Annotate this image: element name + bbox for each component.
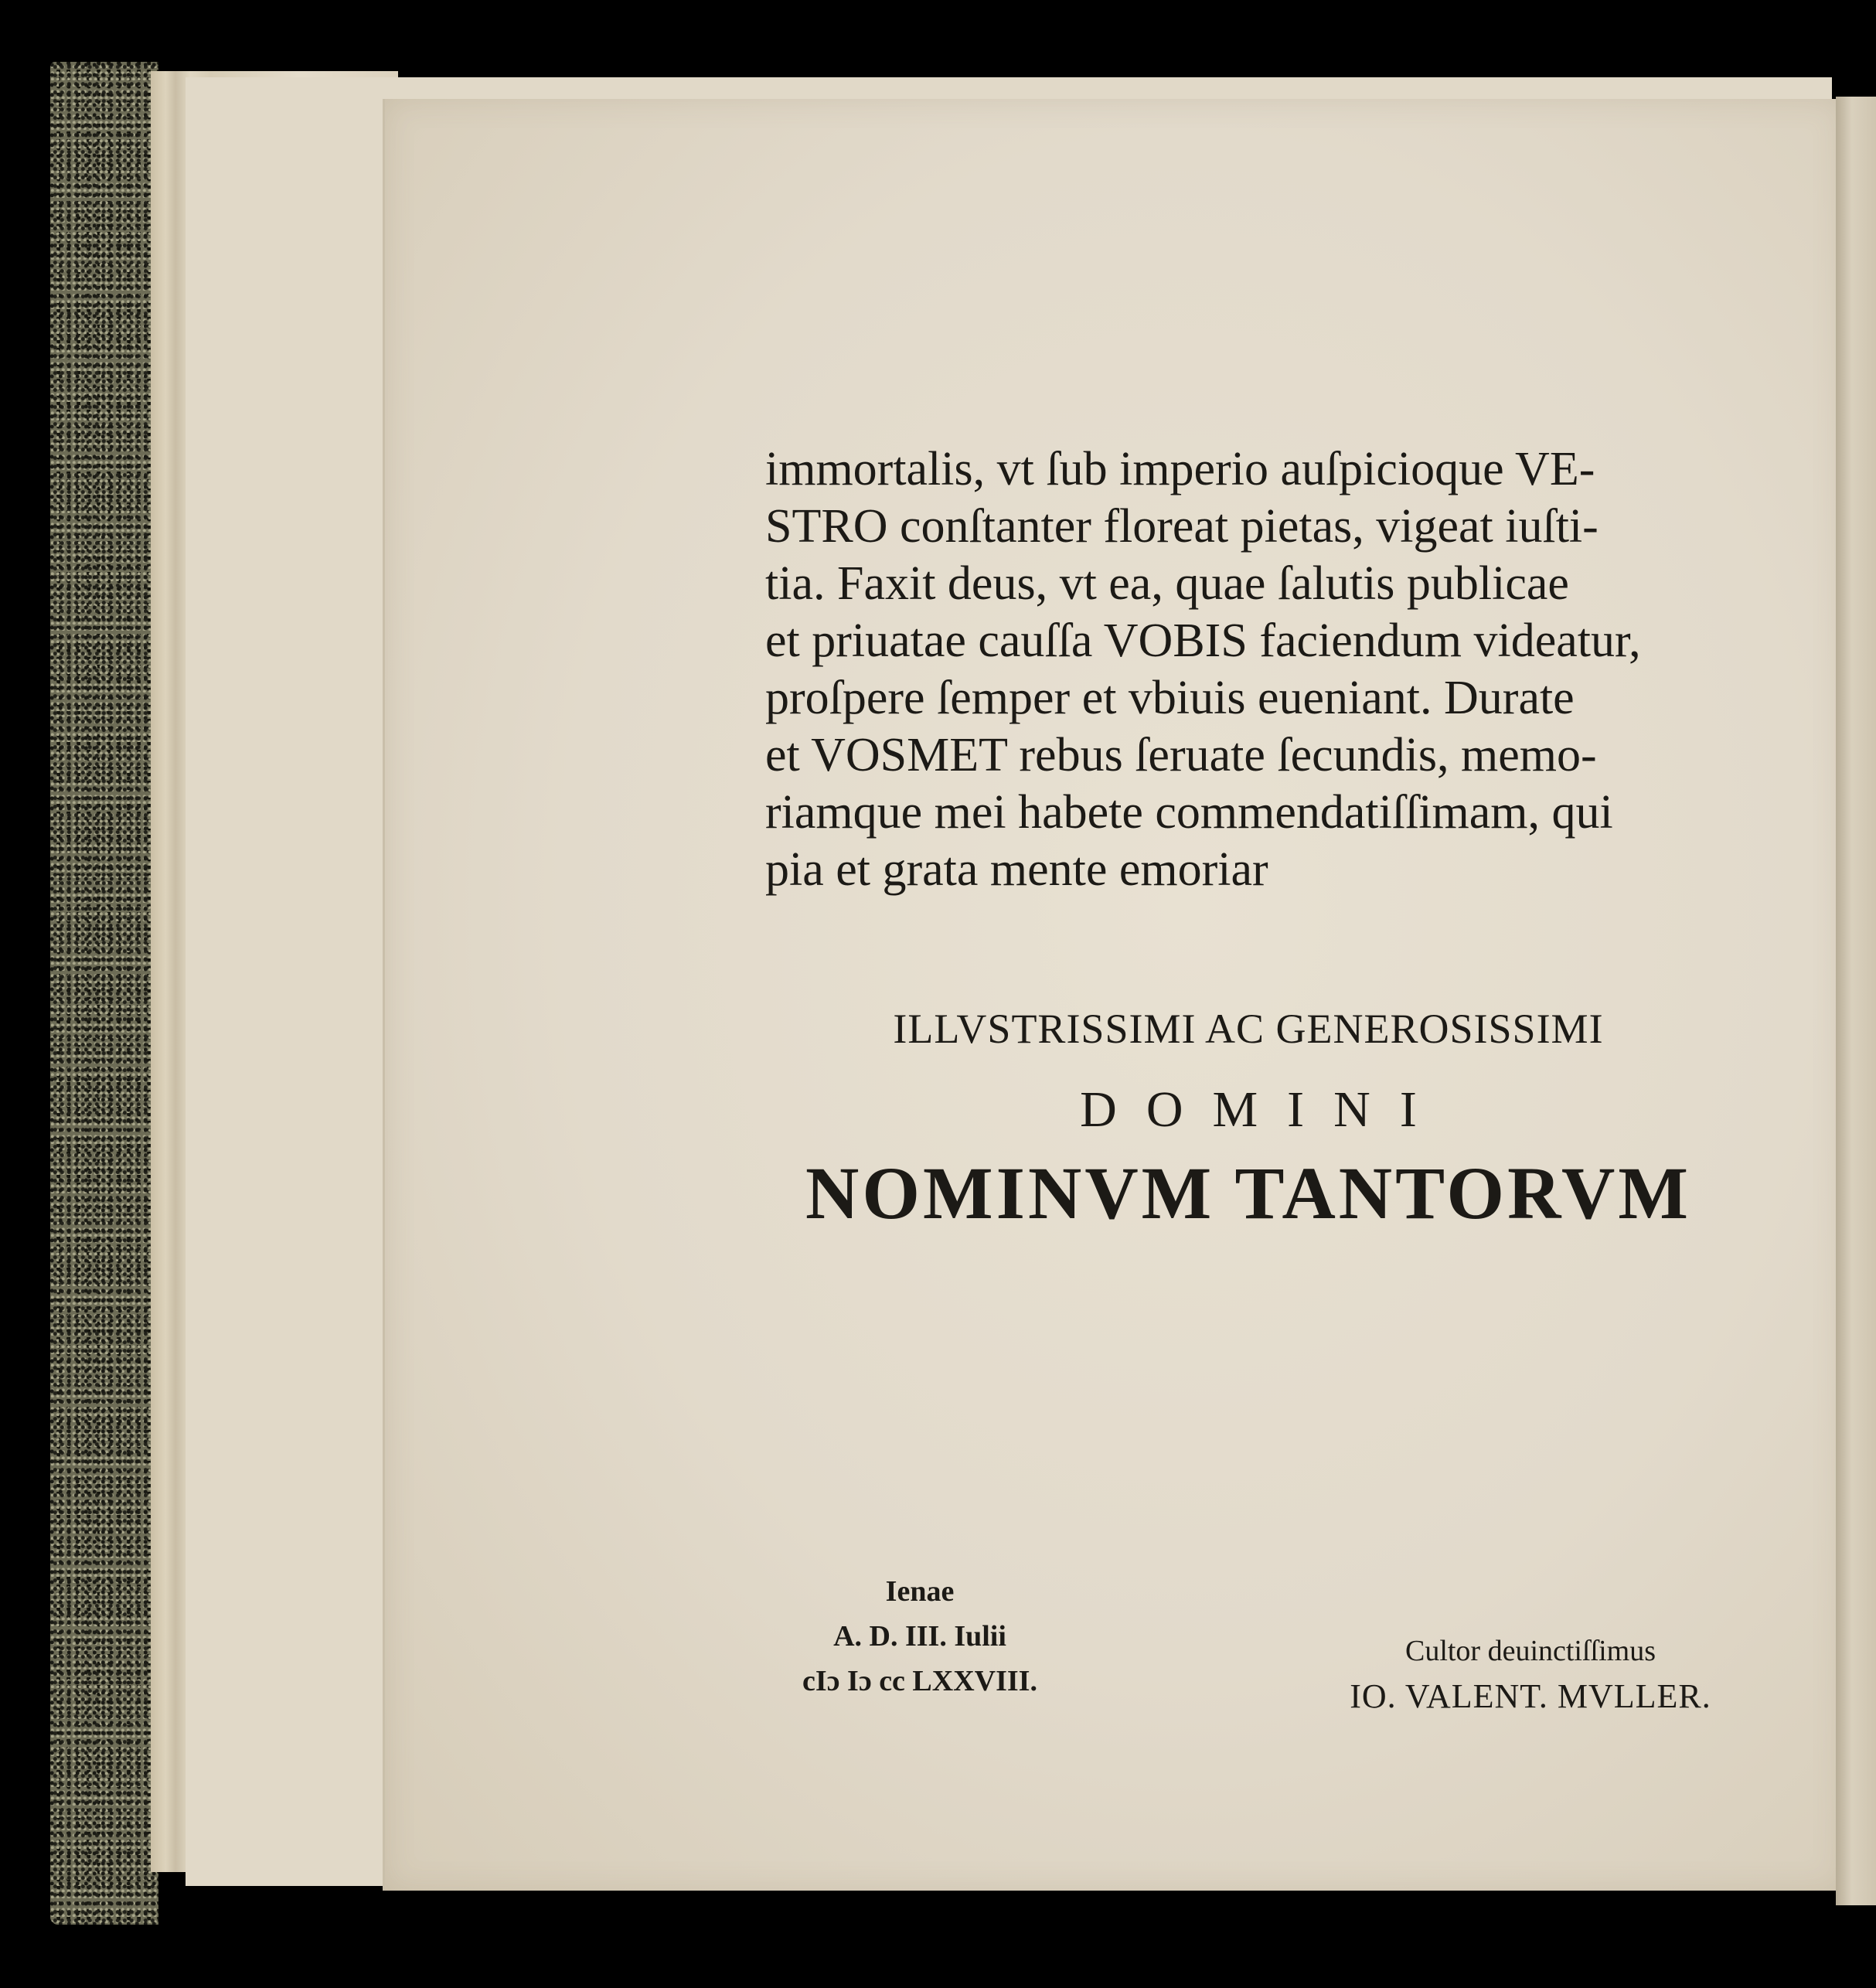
book-page bbox=[383, 99, 1842, 1891]
place: Ienae bbox=[885, 1575, 955, 1608]
book-edge bbox=[50, 62, 158, 1925]
salutation-line-2: DOMINI bbox=[1080, 1081, 1446, 1138]
signature bbox=[1299, 1631, 1762, 1722]
text-line: et priuatae cauſſa VOBIS faciendum videatur, bbox=[765, 614, 1641, 667]
signature-title: Cultor deuinctiſſimus bbox=[1404, 1635, 1656, 1667]
body-text bbox=[765, 441, 1731, 898]
text-line: pia et grata mente emoriar bbox=[765, 843, 1268, 896]
text-line: proſpere ſemper et vbiuis eueniant. Durate bbox=[765, 672, 1575, 724]
text-line: riamque mei habete commendatiſſimam, qui bbox=[765, 786, 1613, 839]
text-line: immortalis, vt ſub imperio auſpicioque VE- bbox=[765, 443, 1595, 495]
text-line: tia. Faxit deus, vt ea, quae ſalutis publicae bbox=[765, 557, 1569, 610]
place-date bbox=[765, 1569, 1074, 1704]
signature-name: IO. VALENT. MVLLER. bbox=[1350, 1677, 1711, 1715]
facing-page-edge bbox=[1836, 97, 1876, 1905]
text-line: STRO conſtanter floreat pietas, vigeat iuſti- bbox=[765, 500, 1599, 553]
text-line: et VOSMET rebus ſeruate ſecundis, memo- bbox=[765, 729, 1597, 781]
salutation-line-3: NOMINVM TANTORVM bbox=[805, 1152, 1691, 1234]
salutation-line-1: ILLVSTRISSIMI AC GENEROSISSIMI bbox=[893, 1006, 1604, 1052]
salutation bbox=[765, 1005, 1731, 1236]
year: cIɔ Iɔ cc LXXVIII. bbox=[802, 1665, 1037, 1697]
date: A. D. III. Iulii bbox=[833, 1620, 1006, 1653]
